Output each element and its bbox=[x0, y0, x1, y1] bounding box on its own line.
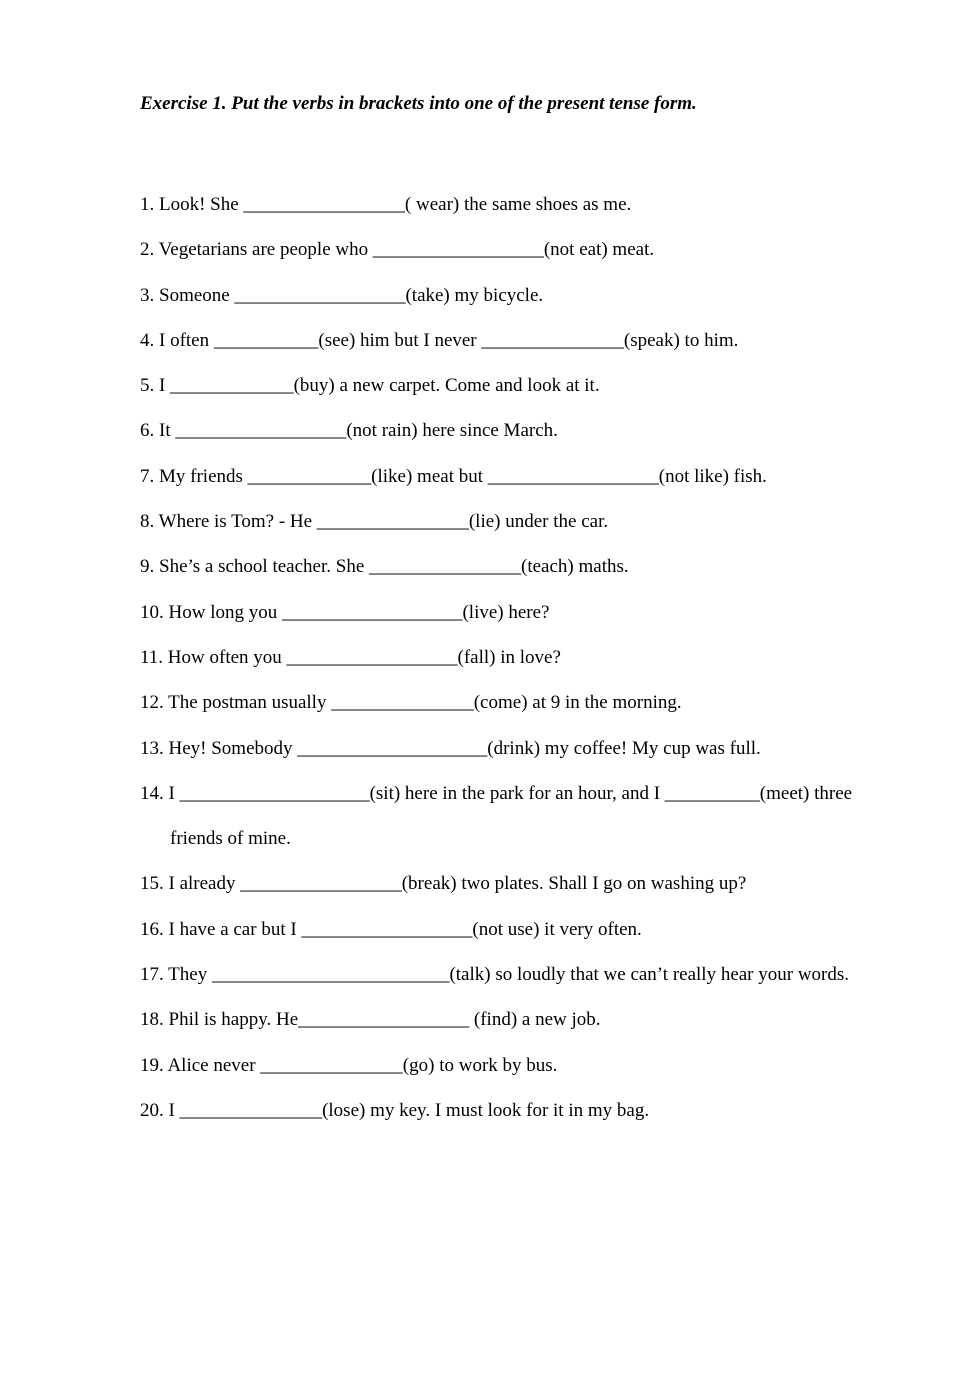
exercise-item-2: 2. Vegetarians are people who __________________(not eat) meat. bbox=[140, 239, 655, 261]
exercise-title: Exercise 1. Put the verbs in brackets into one of the present tense form. bbox=[140, 93, 697, 114]
exercise-item-9: 9. She’s a school teacher. She ________________(teach) maths. bbox=[140, 556, 629, 578]
exercise-item-7: 7. My friends _____________(like) meat but __________________(not like) fish. bbox=[140, 465, 767, 487]
exercise-item-14-continuation: friends of mine. bbox=[170, 828, 291, 850]
exercise-item-1: 1. Look! She _________________( wear) the same shoes as me. bbox=[140, 194, 632, 215]
exercise-item-6: 6. It __________________(not rain) here since March. bbox=[140, 420, 558, 442]
exercise-item-4: 4. I often ___________(see) him but I never _______________(speak) to him. bbox=[140, 329, 739, 351]
exercise-item-10: 10. How long you ___________________(live) here? bbox=[140, 601, 550, 623]
exercise-item-11: 11. How often you __________________(fall) in love? bbox=[140, 646, 561, 668]
exercise-item-12: 12. The postman usually _______________(come) at 9 in the morning. bbox=[140, 692, 682, 714]
exercise-item-16: 16. I have a car but I __________________(not use) it very often. bbox=[140, 918, 642, 940]
exercise-item-3: 3. Someone __________________(take) my bicycle. bbox=[140, 284, 544, 306]
exercise-list bbox=[140, 182, 940, 1133]
document-page bbox=[140, 0, 940, 1383]
exercise-item-14 bbox=[140, 771, 940, 862]
exercise-item-18: 18. Phil is happy. He__________________ (find) a new job. bbox=[140, 1009, 601, 1031]
exercise-item-8: 8. Where is Tom? - He ________________(lie) under the car. bbox=[140, 511, 609, 533]
exercise-item-5: 5. I _____________(buy) a new carpet. Come and look at it. bbox=[140, 375, 600, 397]
exercise-item-13: 13. Hey! Somebody ____________________(drink) my coffee! My cup was full. bbox=[140, 737, 761, 759]
exercise-item-20: 20. I _______________(lose) my key. I must look for it in my bag. bbox=[140, 1099, 650, 1121]
exercise-item-17: 17. They _________________________(talk) so loudly that we can’t really hear your words. bbox=[140, 964, 850, 986]
exercise-item-19: 19. Alice never _______________(go) to work by bus. bbox=[140, 1054, 558, 1076]
exercise-item-15: 15. I already _________________(break) two plates. Shall I go on washing up? bbox=[140, 873, 747, 895]
exercise-item-14-text: 14. I ____________________(sit) here in the park for an hour, and I __________(meet) three bbox=[140, 782, 853, 804]
